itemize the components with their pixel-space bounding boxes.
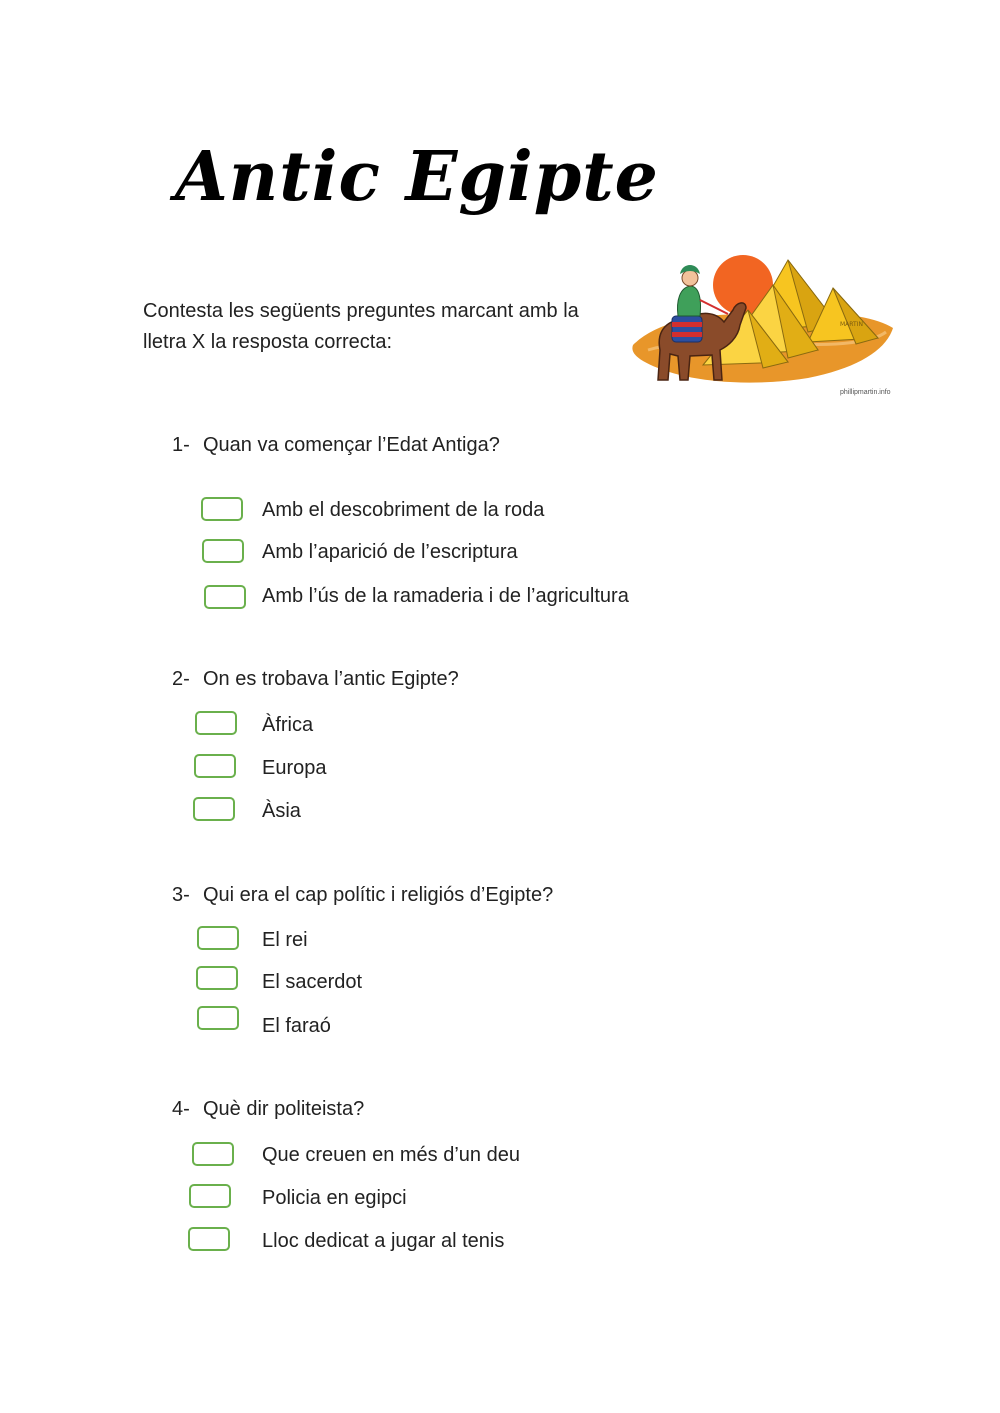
answer-checkbox[interactable]: [188, 1227, 230, 1251]
option-label: Que creuen en més d’un deu: [262, 1144, 520, 1166]
answer-checkbox[interactable]: [204, 585, 246, 609]
answer-checkbox[interactable]: [202, 539, 244, 563]
option-label: El rei: [262, 929, 308, 951]
option-1-2: [0, 538, 1000, 568]
option-4-3: [0, 1227, 1000, 1257]
answer-checkbox[interactable]: [197, 926, 239, 950]
option-1-1: [0, 496, 1000, 526]
question-text: Quan va començar l’Edat Antiga?: [203, 434, 500, 456]
question-3: [172, 884, 553, 907]
instructions-text: Contesta les següents preguntes marcant amb la lletra X la resposta correcta:: [143, 300, 579, 353]
option-3-1: [0, 926, 1000, 956]
camel-pyramids-illustration: [628, 250, 898, 400]
answer-checkbox[interactable]: [201, 497, 243, 521]
option-label: Àsia: [262, 800, 301, 822]
option-4-1: [0, 1141, 1000, 1171]
option-label: Àfrica: [262, 714, 314, 736]
question-number: 1-: [172, 434, 190, 456]
question-text: On es trobava l’antic Egipte?: [203, 668, 459, 690]
option-label: Lloc dedicat a jugar al tenis: [262, 1230, 505, 1252]
option-1-3: [0, 582, 1000, 612]
question-number: 2-: [172, 668, 190, 690]
answer-checkbox[interactable]: [193, 797, 235, 821]
answer-checkbox[interactable]: [197, 1006, 239, 1030]
answer-checkbox[interactable]: [195, 711, 237, 735]
option-label: Amb l’ús de la ramaderia i de l’agricultura: [262, 585, 629, 607]
question-1: [172, 434, 500, 457]
illustration-signature: MARTIN: [840, 321, 863, 328]
option-label: Amb l’aparició de l’escriptura: [262, 541, 518, 563]
option-2-2: [0, 754, 1000, 784]
option-3-3: [0, 1012, 1000, 1042]
answer-checkbox[interactable]: [192, 1142, 234, 1166]
illustration-credit: phillipmartin.info: [840, 389, 891, 396]
option-4-2: [0, 1184, 1000, 1214]
page-title: Antic Egipte: [175, 137, 659, 217]
question-2: [172, 668, 459, 691]
option-2-1: [0, 711, 1000, 741]
question-number: 4-: [172, 1098, 190, 1120]
question-text: Qui era el cap polític i religiós d’Egipte?: [203, 884, 554, 906]
answer-checkbox[interactable]: [194, 754, 236, 778]
question-4: [172, 1098, 364, 1121]
option-label: Amb el descobriment de la roda: [262, 499, 545, 521]
answer-checkbox[interactable]: [196, 966, 238, 990]
option-label: Europa: [262, 757, 327, 779]
option-label: El sacerdot: [262, 971, 363, 993]
option-3-2: [0, 968, 1000, 998]
option-2-3: [0, 797, 1000, 827]
option-label: El faraó: [262, 1015, 331, 1037]
answer-checkbox[interactable]: [189, 1184, 231, 1208]
option-label: Policia en egipci: [262, 1187, 407, 1209]
question-text: Què dir politeista?: [203, 1098, 365, 1120]
question-number: 3-: [172, 884, 190, 906]
